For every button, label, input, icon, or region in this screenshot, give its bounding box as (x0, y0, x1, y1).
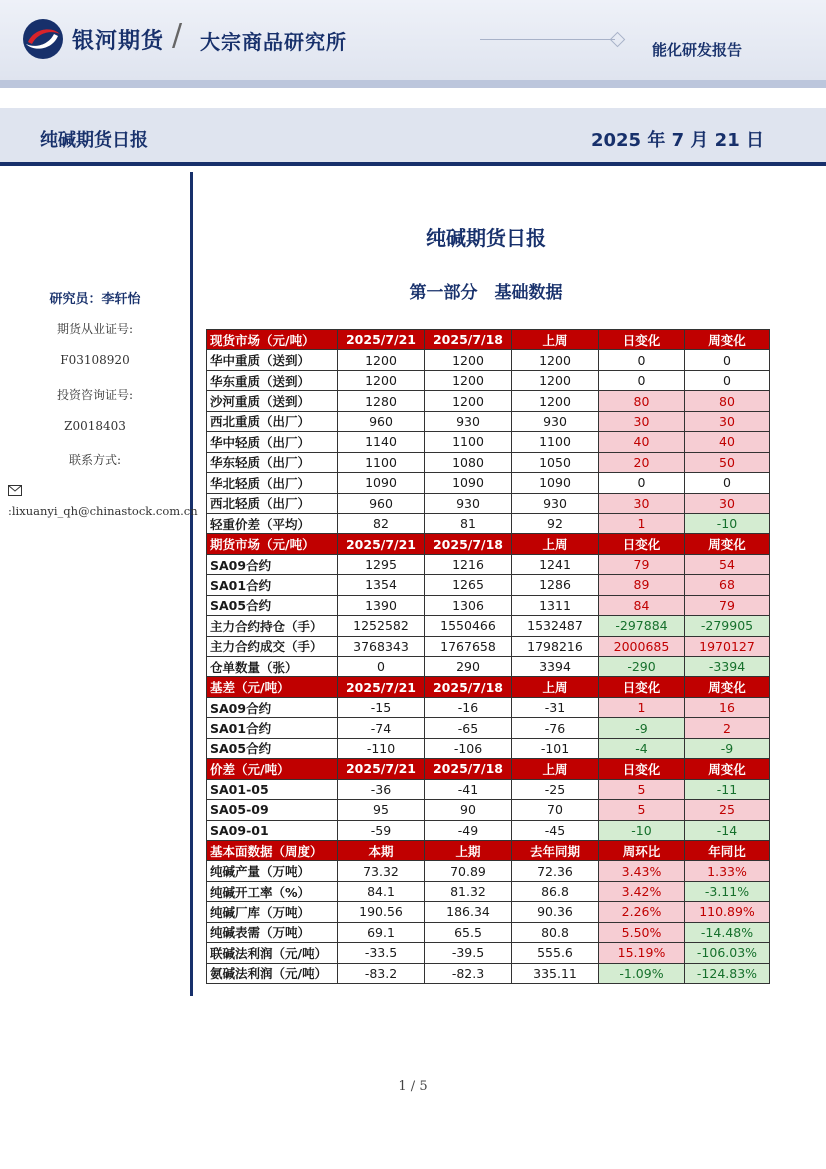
value-cell: 1532487 (512, 616, 599, 636)
column-header: 周变化 (685, 759, 770, 779)
row-label: SA09合约 (207, 554, 338, 574)
brand-name: 银河期货 (72, 29, 165, 54)
column-header: 日变化 (599, 330, 685, 350)
table-row (207, 657, 770, 677)
value-cell: 1200 (338, 370, 425, 390)
row-label: 轻重价差（平均） (207, 513, 338, 533)
value-cell: 84.1 (338, 881, 425, 901)
row-label: 华中轻质（出厂） (207, 432, 338, 452)
row-label: 纯碱产量（万吨） (207, 861, 338, 881)
row-label: SA01-05 (207, 779, 338, 799)
value-cell: 1200 (338, 350, 425, 370)
column-header: 2025/7/21 (338, 534, 425, 554)
change-cell: 1970127 (685, 636, 770, 656)
row-label: 华东轻质（出厂） (207, 452, 338, 472)
value-cell: 1100 (338, 452, 425, 472)
page-number: 1 / 5 (398, 1079, 428, 1094)
change-cell: 0 (685, 350, 770, 370)
value-cell: 1286 (512, 575, 599, 595)
column-header: 周变化 (685, 677, 770, 697)
change-cell: -4 (599, 738, 685, 758)
row-label: SA09合约 (207, 697, 338, 717)
table-row (207, 350, 770, 370)
table-row (207, 452, 770, 472)
column-header: 周环比 (599, 840, 685, 860)
value-cell: 930 (512, 493, 599, 513)
row-label: 西北重质（出厂） (207, 411, 338, 431)
change-cell: 1.33% (685, 861, 770, 881)
column-header: 上期 (425, 840, 512, 860)
table-row (207, 595, 770, 615)
value-cell: -74 (338, 718, 425, 738)
column-header: 2025/7/21 (338, 677, 425, 697)
change-cell: 3.43% (599, 861, 685, 881)
change-cell: 15.19% (599, 943, 685, 963)
value-cell: 3394 (512, 657, 599, 677)
value-cell: 1311 (512, 595, 599, 615)
change-cell: -3394 (685, 657, 770, 677)
table-row (207, 616, 770, 636)
value-cell: 555.6 (512, 943, 599, 963)
email-address[interactable]: :lixuanyi_qh@chinastock.com.cn (8, 504, 198, 518)
data-table (206, 329, 770, 984)
value-cell: -25 (512, 779, 599, 799)
change-cell: -11 (685, 779, 770, 799)
row-label: 纯碱表需（万吨） (207, 922, 338, 942)
value-cell: 81.32 (425, 881, 512, 901)
header-stripe (0, 80, 826, 88)
table-row (207, 963, 770, 983)
column-header: 上周 (512, 330, 599, 350)
row-label: SA01合约 (207, 718, 338, 738)
company-logo-icon (22, 18, 64, 60)
table-row (207, 513, 770, 533)
table-section-header (207, 534, 770, 554)
table-section-header (207, 330, 770, 350)
report-name: 纯碱期货日报 (40, 130, 148, 151)
change-cell: 0 (599, 473, 685, 493)
value-cell: 1767658 (425, 636, 512, 656)
row-label: SA05合约 (207, 595, 338, 615)
title-stripe (0, 162, 826, 166)
value-cell: 1200 (425, 370, 512, 390)
table-section-header (207, 759, 770, 779)
email-contact[interactable] (8, 481, 198, 521)
table-row (207, 718, 770, 738)
change-cell: 40 (685, 432, 770, 452)
column-header: 2025/7/21 (338, 330, 425, 350)
row-label: 华东重质（送到） (207, 370, 338, 390)
change-cell: 54 (685, 554, 770, 574)
table-row (207, 370, 770, 390)
value-cell: -41 (425, 779, 512, 799)
value-cell: 92 (512, 513, 599, 533)
row-label: SA05合约 (207, 738, 338, 758)
value-cell: 1306 (425, 595, 512, 615)
column-header: 日变化 (599, 677, 685, 697)
value-cell: 1200 (512, 391, 599, 411)
value-cell: 90 (425, 800, 512, 820)
table-row (207, 575, 770, 595)
change-cell: -9 (685, 738, 770, 758)
value-cell: -33.5 (338, 943, 425, 963)
section-header-label: 价差（元/吨） (207, 759, 338, 779)
change-cell: 68 (685, 575, 770, 595)
value-cell: 190.56 (338, 902, 425, 922)
main-title: 纯碱期货日报 (426, 226, 546, 250)
change-cell: 110.89% (685, 902, 770, 922)
change-cell: 80 (685, 391, 770, 411)
change-cell: 1 (599, 697, 685, 717)
row-label: 主力合约成交（手） (207, 636, 338, 656)
change-cell: 30 (685, 411, 770, 431)
mail-icon (8, 485, 22, 496)
value-cell: 95 (338, 800, 425, 820)
value-cell: 335.11 (512, 963, 599, 983)
row-label: SA01合约 (207, 575, 338, 595)
section-header-label: 期货市场（元/吨） (207, 534, 338, 554)
change-cell: 79 (685, 595, 770, 615)
report-date: 2025 年 7 月 21 日 (590, 130, 764, 151)
value-cell: 1390 (338, 595, 425, 615)
value-cell: 1140 (338, 432, 425, 452)
change-cell: -297884 (599, 616, 685, 636)
value-cell: 1216 (425, 554, 512, 574)
vertical-divider (190, 172, 193, 996)
column-header: 本期 (338, 840, 425, 860)
value-cell: 290 (425, 657, 512, 677)
change-cell: -14.48% (685, 922, 770, 942)
value-cell: 3768343 (338, 636, 425, 656)
value-cell: 80.8 (512, 922, 599, 942)
value-cell: -83.2 (338, 963, 425, 983)
value-cell: 86.8 (512, 881, 599, 901)
row-label: 纯碱开工率（%） (207, 881, 338, 901)
header-divider: / (172, 18, 183, 53)
change-cell: 40 (599, 432, 685, 452)
table-row (207, 943, 770, 963)
column-header: 去年同期 (512, 840, 599, 860)
column-header: 上周 (512, 534, 599, 554)
table-row (207, 820, 770, 840)
change-cell: 50 (685, 452, 770, 472)
change-cell: 16 (685, 697, 770, 717)
value-cell: -65 (425, 718, 512, 738)
value-cell: 1798216 (512, 636, 599, 656)
value-cell: 81 (425, 513, 512, 533)
column-header: 2025/7/18 (425, 677, 512, 697)
value-cell: 1090 (512, 473, 599, 493)
row-label: 沙河重质（送到） (207, 391, 338, 411)
change-cell: 1 (599, 513, 685, 533)
section-header-label: 现货市场（元/吨） (207, 330, 338, 350)
change-cell: 2000685 (599, 636, 685, 656)
value-cell: 0 (338, 657, 425, 677)
change-cell: -290 (599, 657, 685, 677)
value-cell: 960 (338, 493, 425, 513)
value-cell: -16 (425, 697, 512, 717)
table-row (207, 493, 770, 513)
value-cell: 1090 (338, 473, 425, 493)
change-cell: 79 (599, 554, 685, 574)
table-row (207, 881, 770, 901)
value-cell: 1200 (425, 350, 512, 370)
change-cell: 84 (599, 595, 685, 615)
value-cell: 1354 (338, 575, 425, 595)
value-cell: 1252582 (338, 616, 425, 636)
column-header: 2025/7/18 (425, 759, 512, 779)
value-cell: 65.5 (425, 922, 512, 942)
value-cell: -76 (512, 718, 599, 738)
change-cell: -279905 (685, 616, 770, 636)
table-section-header (207, 840, 770, 860)
change-cell: 80 (599, 391, 685, 411)
change-cell: 30 (599, 493, 685, 513)
change-cell: 5 (599, 800, 685, 820)
value-cell: 1090 (425, 473, 512, 493)
table-row (207, 636, 770, 656)
value-cell: 1050 (512, 452, 599, 472)
row-label: SA09-01 (207, 820, 338, 840)
table-row (207, 432, 770, 452)
value-cell: -39.5 (425, 943, 512, 963)
table-row (207, 738, 770, 758)
column-header: 日变化 (599, 759, 685, 779)
value-cell: -31 (512, 697, 599, 717)
change-cell: -14 (685, 820, 770, 840)
change-cell: -3.11% (685, 881, 770, 901)
table-row (207, 902, 770, 922)
section-header-label: 基本面数据（周度） (207, 840, 338, 860)
column-header: 周变化 (685, 534, 770, 554)
table-row (207, 922, 770, 942)
column-header: 年同比 (685, 840, 770, 860)
change-cell: -124.83% (685, 963, 770, 983)
header-decor-line (480, 39, 615, 40)
table-row (207, 697, 770, 717)
consult-number: Z0018403 (64, 419, 126, 433)
column-header: 上周 (512, 759, 599, 779)
table-row (207, 554, 770, 574)
value-cell: 82 (338, 513, 425, 533)
report-category: 能化研发报告 (652, 41, 743, 59)
value-cell: 1200 (512, 370, 599, 390)
change-cell: 0 (685, 473, 770, 493)
change-cell: -106.03% (685, 943, 770, 963)
value-cell: 1241 (512, 554, 599, 574)
value-cell: 1200 (512, 350, 599, 370)
table-row (207, 473, 770, 493)
change-cell: 30 (599, 411, 685, 431)
value-cell: 930 (425, 411, 512, 431)
change-cell: 0 (685, 370, 770, 390)
table-row (207, 800, 770, 820)
value-cell: -45 (512, 820, 599, 840)
value-cell: 186.34 (425, 902, 512, 922)
value-cell: 930 (512, 411, 599, 431)
row-label: 纯碱厂库（万吨） (207, 902, 338, 922)
value-cell: -15 (338, 697, 425, 717)
row-label: 华中重质（送到） (207, 350, 338, 370)
change-cell: 0 (599, 370, 685, 390)
contact-label: 联系方式: (68, 453, 122, 467)
value-cell: -82.3 (425, 963, 512, 983)
row-label: 仓单数量（张） (207, 657, 338, 677)
row-label: 氨碱法利润（元/吨） (207, 963, 338, 983)
value-cell: 1100 (425, 432, 512, 452)
value-cell: 930 (425, 493, 512, 513)
value-cell: 1080 (425, 452, 512, 472)
value-cell: -59 (338, 820, 425, 840)
row-label: 华北轻质（出厂） (207, 473, 338, 493)
section-header-label: 基差（元/吨） (207, 677, 338, 697)
value-cell: 1550466 (425, 616, 512, 636)
row-label: SA05-09 (207, 800, 338, 820)
table-row (207, 861, 770, 881)
value-cell: -101 (512, 738, 599, 758)
value-cell: 1265 (425, 575, 512, 595)
change-cell: 3.42% (599, 881, 685, 901)
section-title: 第一部分 基础数据 (409, 283, 563, 303)
row-label: 主力合约持仓（手） (207, 616, 338, 636)
change-cell: -9 (599, 718, 685, 738)
column-header: 周变化 (685, 330, 770, 350)
department-name: 大宗商品研究所 (200, 30, 347, 54)
table-row (207, 391, 770, 411)
value-cell: 69.1 (338, 922, 425, 942)
analyst-name: 研究员：李轩怡 (49, 292, 141, 307)
table-row (207, 779, 770, 799)
table-row (207, 411, 770, 431)
value-cell: 1100 (512, 432, 599, 452)
value-cell: 73.32 (338, 861, 425, 881)
value-cell: -36 (338, 779, 425, 799)
value-cell: 1280 (338, 391, 425, 411)
change-cell: 5 (599, 779, 685, 799)
change-cell: 2.26% (599, 902, 685, 922)
change-cell: -10 (685, 513, 770, 533)
value-cell: 1295 (338, 554, 425, 574)
table-section-header (207, 677, 770, 697)
change-cell: 89 (599, 575, 685, 595)
value-cell: 960 (338, 411, 425, 431)
change-cell: 0 (599, 350, 685, 370)
value-cell: 1200 (425, 391, 512, 411)
change-cell: 5.50% (599, 922, 685, 942)
column-header: 2025/7/18 (425, 534, 512, 554)
value-cell: -110 (338, 738, 425, 758)
value-cell: 70.89 (425, 861, 512, 881)
row-label: 西北轻质（出厂） (207, 493, 338, 513)
change-cell: 30 (685, 493, 770, 513)
change-cell: -10 (599, 820, 685, 840)
column-header: 日变化 (599, 534, 685, 554)
value-cell: 72.36 (512, 861, 599, 881)
change-cell: 2 (685, 718, 770, 738)
value-cell: 90.36 (512, 902, 599, 922)
value-cell: 70 (512, 800, 599, 820)
value-cell: -49 (425, 820, 512, 840)
change-cell: -1.09% (599, 963, 685, 983)
license-label: 期货从业证号: (56, 322, 134, 336)
column-header: 上周 (512, 677, 599, 697)
consult-label: 投资咨询证号: (56, 388, 134, 402)
change-cell: 25 (685, 800, 770, 820)
column-header: 2025/7/21 (338, 759, 425, 779)
change-cell: 20 (599, 452, 685, 472)
license-number: F03108920 (60, 353, 130, 367)
row-label: 联碱法利润（元/吨） (207, 943, 338, 963)
column-header: 2025/7/18 (425, 330, 512, 350)
value-cell: -106 (425, 738, 512, 758)
